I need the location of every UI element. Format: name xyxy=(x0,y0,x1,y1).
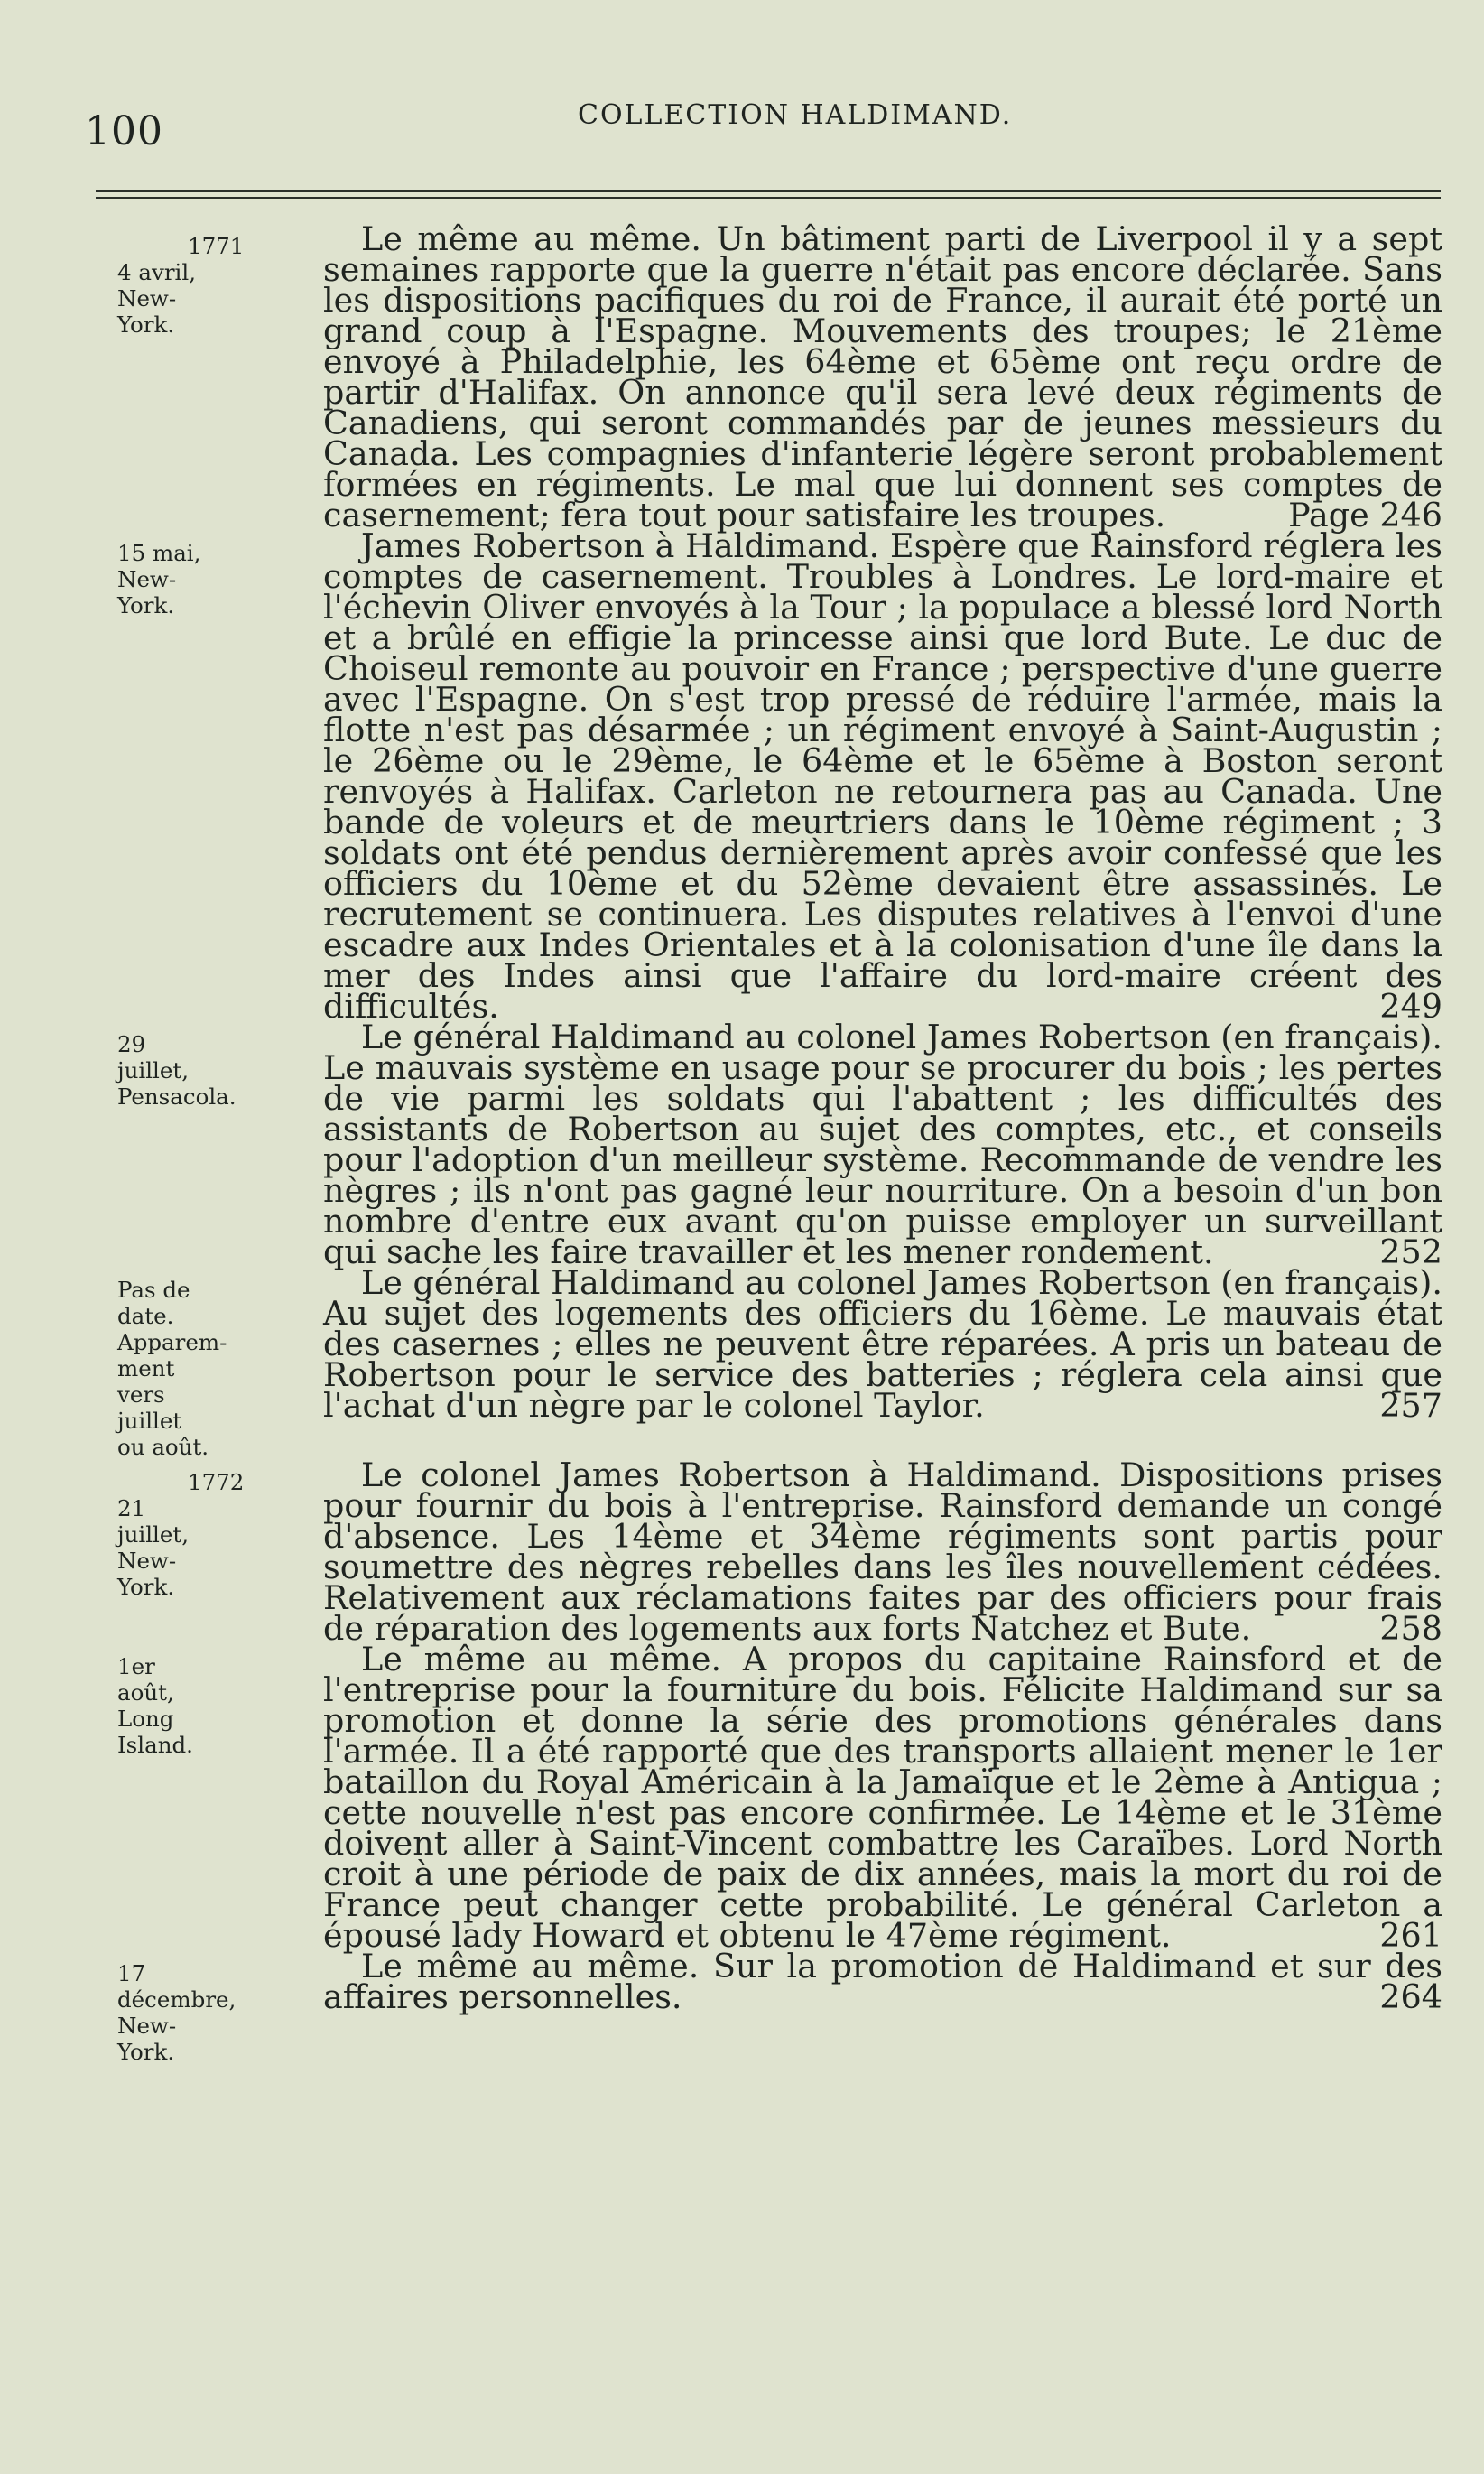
entry-body xyxy=(323,1456,1442,1648)
calendar-entry xyxy=(0,1947,1484,2065)
entry-date: 29 juillet, xyxy=(117,1031,190,1084)
calendar-entry xyxy=(0,1640,1484,1955)
entry-text: Le même au même. A propos du capitaine Rainsford et de l'entreprise pour la fourniture du bois. Félicite Haldimand sur sa promotion et donne la série des promotions générales dans l'armée. Il a été rapporté que des transports allaient mener le 1er bataillon du Royal Américain à la Jamaïque et le 2ème à Antigua ; cette nouvelle n'est pas encore confirmée. Le 14ème et le 31ème doivent aller à Saint-Vincent combattre les Caraïbes. Lord North croit à une période de paix de dix années, mais la mort du roi de France peut changer cette probabilité. Le général Carleton a épousé lady Howard et obtenu le 47ème régiment. xyxy=(323,1640,1442,1955)
calendar-entry xyxy=(0,526,1484,1026)
calendar-entry xyxy=(0,1263,1484,1460)
entry-date: 17 décembre, xyxy=(117,1960,237,2013)
entry-place: Long Island. xyxy=(117,1706,193,1758)
calendar-entries xyxy=(0,219,1484,2065)
header-rule-thin xyxy=(96,197,1441,199)
entry-body xyxy=(323,1263,1442,1460)
entry-body xyxy=(323,1018,1442,1271)
entry-page-ref: 264 xyxy=(1379,1977,1442,2016)
entry-place: New-York. xyxy=(117,285,177,338)
entry-date: 21 juillet, xyxy=(117,1495,190,1548)
entry-page-ref: 257 xyxy=(1379,1386,1442,1425)
entry-margin-note xyxy=(0,1460,245,1644)
entry-text: Le même au même. Un bâtiment parti de Liverpool il y a sept semaines rapporte que la guerre n'était pas encore déclarée. Sans les dispositions pacifiques du roi de France, il aurait été porté un grand coup à l'Espagne. Mouvements des troupes; le 21ème envoyé à Philadelphie, les 64ème et 65ème ont reçu ordre de partir d'Halifax. On annonce qu'il sera levé deux régiments de Canadiens, qui seront commandés par de jeunes messieurs du Canada. Les compagnies d'infanterie légère seront probablement formées en régiments. Le mal que lui donnent ses comptes de casernement; fera tout pour satisfaire les troupes. xyxy=(323,219,1442,535)
entry-place: New-York. xyxy=(117,566,177,618)
entry-text: Le même au même. Sur la promotion de Haldimand et sur des affaires personnelles. xyxy=(323,1947,1442,2016)
entry-place: Apparem- ment vers juillet ou août. xyxy=(117,1329,227,1460)
calendar-entry xyxy=(0,1456,1484,1648)
entry-year: 1771 xyxy=(188,233,245,259)
entry-margin-note xyxy=(0,224,245,531)
entry-text: Le colonel James Robertson à Haldimand. Dispositions prises pour fournir du bois à l'entreprise. Rainsford demande un congé d'absence. Les 14ème et 34ème régiments sont partis pour soumettre des nègres rebelles dans les îles nouvellement cédées. Relativement aux réclamations faites par des officiers pour frais de réparation des logements aux forts Natchez et Bute. xyxy=(323,1456,1442,1648)
calendar-entry xyxy=(0,1018,1484,1271)
entry-date: 15 mai, xyxy=(117,540,201,566)
entry-date: 1er août, xyxy=(117,1653,174,1706)
entry-place: New-York. xyxy=(117,2013,177,2065)
entry-page-ref: Page 246 xyxy=(1288,496,1442,535)
header-rule xyxy=(96,190,1441,192)
entry-date: Pas de date. xyxy=(117,1277,190,1329)
entry-margin-note xyxy=(0,1951,237,2065)
page-number: 100 xyxy=(85,108,163,154)
entry-body xyxy=(323,1640,1442,1955)
calendar-entry xyxy=(0,219,1484,535)
entry-text: Le général Haldimand au colonel James Robertson (en français). Le mauvais système en usage pour se procurer du bois ; les pertes de vie parmi les soldats qui l'abattent ; les difficultés des assistants de Robertson au sujet des comptes, etc., et conseils pour l'adoption d'un meilleur système. Recommande de vendre les nègres ; ils n'ont pas gagné leur nourriture. On a besoin d'un bon nombre d'entre eux avant qu'on puisse employer un surveillant qui sache les faire travailler et les mener rondement. xyxy=(323,1018,1442,1271)
entry-body xyxy=(323,219,1442,535)
entry-body xyxy=(323,1947,1442,2065)
entry-margin-note xyxy=(0,1022,237,1268)
running-title: COLLECTION HALDIMAND. xyxy=(578,99,1013,131)
entry-page-ref: 258 xyxy=(1379,1609,1442,1648)
page-header xyxy=(0,79,1484,154)
entry-date: 4 avril, xyxy=(117,259,196,285)
entry-place: Pensacola. xyxy=(117,1084,237,1110)
entry-page-ref: 252 xyxy=(1379,1232,1442,1271)
entry-body xyxy=(323,526,1443,1026)
entry-margin-note xyxy=(0,1268,227,1460)
entry-page-ref: 261 xyxy=(1379,1916,1442,1955)
entry-text: Le général Haldimand au colonel James Robertson (en français). Au sujet des logements des officiers du 16ème. Le mauvais état des casernes ; elles ne peuvent être réparées. A pris un bateau de Robertson pour le service des batteries ; réglera cela ainsi que l'achat d'un nègre par le colonel Taylor. xyxy=(323,1263,1442,1425)
entry-text: James Robertson à Haldimand. Espère que Rainsford réglera les comptes de casernement. Troubles à Londres. Le lord-maire et l'échevin Oliver envoyés à la Tour ; la populace a blessé lord North et a brûlé en effigie la princesse ainsi que lord Bute. Le duc de Choiseul remonte au pouvoir en France ; perspective d'une guerre avec l'Espagne. On s'est trop pressé de réduire l'armée, mais la flotte n'est pas désarmée ; un régiment envoyé à Saint-Augustin ; le 26ème ou le 29ème, le 64ème et le 65ème à Boston seront renvoyés à Halifax. Carleton ne retournera pas au Canada. Une bande de voleurs et de meurtriers dans le 10ème régiment ; 3 soldats ont été pendus dernièrement après avoir confessé que les officiers du 10ème et du 52ème devaient être assassinés. Le recrutement se continuera. Les disputes relatives à l'envoi d'une escadre aux Indes Orientales et à la colonisation d'une île dans la mer des Indes ainsi que l'affaire du lord-maire créent des difficultés. xyxy=(323,526,1443,1026)
entry-place: New-York. xyxy=(117,1548,177,1600)
entry-page-ref: 249 xyxy=(1379,987,1442,1026)
entry-year: 1772 xyxy=(188,1469,245,1495)
entry-margin-note xyxy=(0,1644,209,1951)
entry-margin-note xyxy=(0,531,209,1022)
